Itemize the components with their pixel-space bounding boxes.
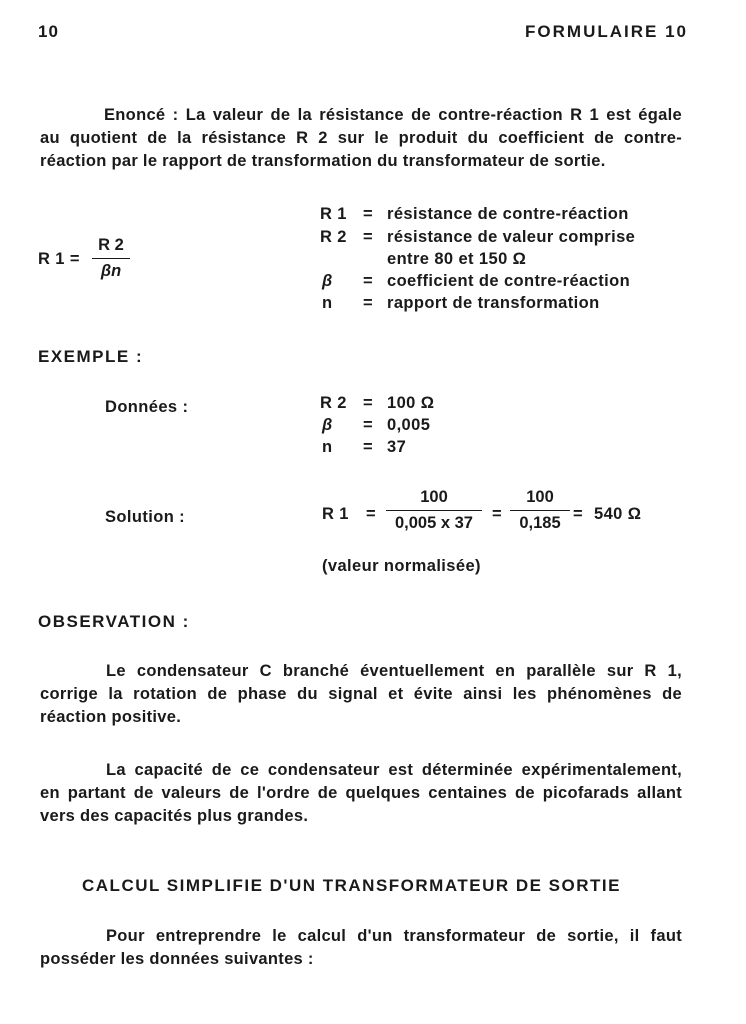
statement-line: réaction par le rapport de transformation du transformateur de sortie. xyxy=(40,152,606,170)
paragraph-line: Pour entreprendre le calcul d'un transformateur de sortie, il faut xyxy=(106,927,682,945)
observation-heading: OBSERVATION : xyxy=(38,612,190,631)
formula-numerator: R 2 xyxy=(98,236,124,254)
data-symbol: β xyxy=(322,416,333,434)
formula-denominator: βn xyxy=(100,262,122,280)
section-paragraph xyxy=(40,925,682,971)
def-text: rapport de transformation xyxy=(387,294,600,312)
statement-paragraph xyxy=(40,104,682,173)
paragraph-line: corrige la rotation de phase du signal et évite ainsi les phénomènes de xyxy=(40,685,682,703)
def-eq: = xyxy=(363,205,374,223)
data-eq: = xyxy=(363,394,374,412)
statement-line: au quotient de la résistance R 2 sur le produit du coefficient de contre- xyxy=(40,129,682,147)
fraction-denominator: 0,185 xyxy=(519,514,561,532)
data-eq: = xyxy=(363,438,374,456)
def-eq: = xyxy=(363,228,374,246)
section-heading: CALCUL SIMPLIFIE D'UN TRANSFORMATEUR DE SORTIE xyxy=(82,876,621,895)
paragraph-line: réaction positive. xyxy=(40,708,182,726)
data-value: 0,005 xyxy=(387,416,431,434)
solution-result: 540 Ω xyxy=(594,505,642,523)
def-symbol: R 1 xyxy=(320,205,347,223)
example-heading: EXEMPLE : xyxy=(38,347,144,366)
solution-eq: = xyxy=(492,505,503,523)
formula-fraction xyxy=(92,236,130,281)
paragraph-line: Le condensateur C branché éventuellement en parallèle sur R 1, xyxy=(106,662,682,680)
def-symbol: R 2 xyxy=(320,228,347,246)
solution-label: Solution : xyxy=(105,508,186,526)
paragraph-line: posséder les données suivantes : xyxy=(40,950,314,968)
page-number: 10 xyxy=(38,22,59,41)
fraction-numerator: 100 xyxy=(526,488,554,506)
running-title: FORMULAIRE 10 xyxy=(525,22,688,41)
solution-fraction-1 xyxy=(386,488,482,533)
data-symbol: n xyxy=(322,438,333,456)
data-label: Données : xyxy=(105,398,189,416)
observation-paragraph-2 xyxy=(40,759,682,828)
fraction-denominator: 0,005 x 37 xyxy=(395,514,473,532)
formula-lhs: R 1 = xyxy=(38,250,80,268)
paragraph-line: La capacité de ce condensateur est déterminée expérimentalement, xyxy=(106,761,682,779)
data-value: 37 xyxy=(387,438,407,456)
def-eq: = xyxy=(363,294,374,312)
def-text: résistance de valeur comprise xyxy=(387,228,636,246)
solution-note: (valeur normalisée) xyxy=(322,557,481,575)
solution-lhs: R 1 xyxy=(322,505,349,523)
observation-paragraph-1 xyxy=(40,660,682,729)
data-symbol: R 2 xyxy=(320,394,347,412)
data-value: 100 Ω xyxy=(387,394,435,412)
paragraph-line: vers des capacités plus grandes. xyxy=(40,807,309,825)
paragraph-line: en partant de valeurs de l'ordre de quelques centaines de picofarads allant xyxy=(40,784,682,802)
solution-eq: = xyxy=(366,505,377,523)
fraction-numerator: 100 xyxy=(420,488,448,506)
solution-eq: = xyxy=(573,505,584,523)
def-symbol: n xyxy=(322,294,333,312)
data-eq: = xyxy=(363,416,374,434)
statement-line: Enoncé : La valeur de la résistance de contre-réaction R 1 est égale xyxy=(104,106,682,124)
def-text: entre 80 et 150 Ω xyxy=(387,250,527,268)
def-symbol: β xyxy=(322,272,333,290)
def-text: coefficient de contre-réaction xyxy=(387,272,631,290)
solution-fraction-2 xyxy=(510,488,570,533)
def-text: résistance de contre-réaction xyxy=(387,205,629,223)
def-eq: = xyxy=(363,272,374,290)
